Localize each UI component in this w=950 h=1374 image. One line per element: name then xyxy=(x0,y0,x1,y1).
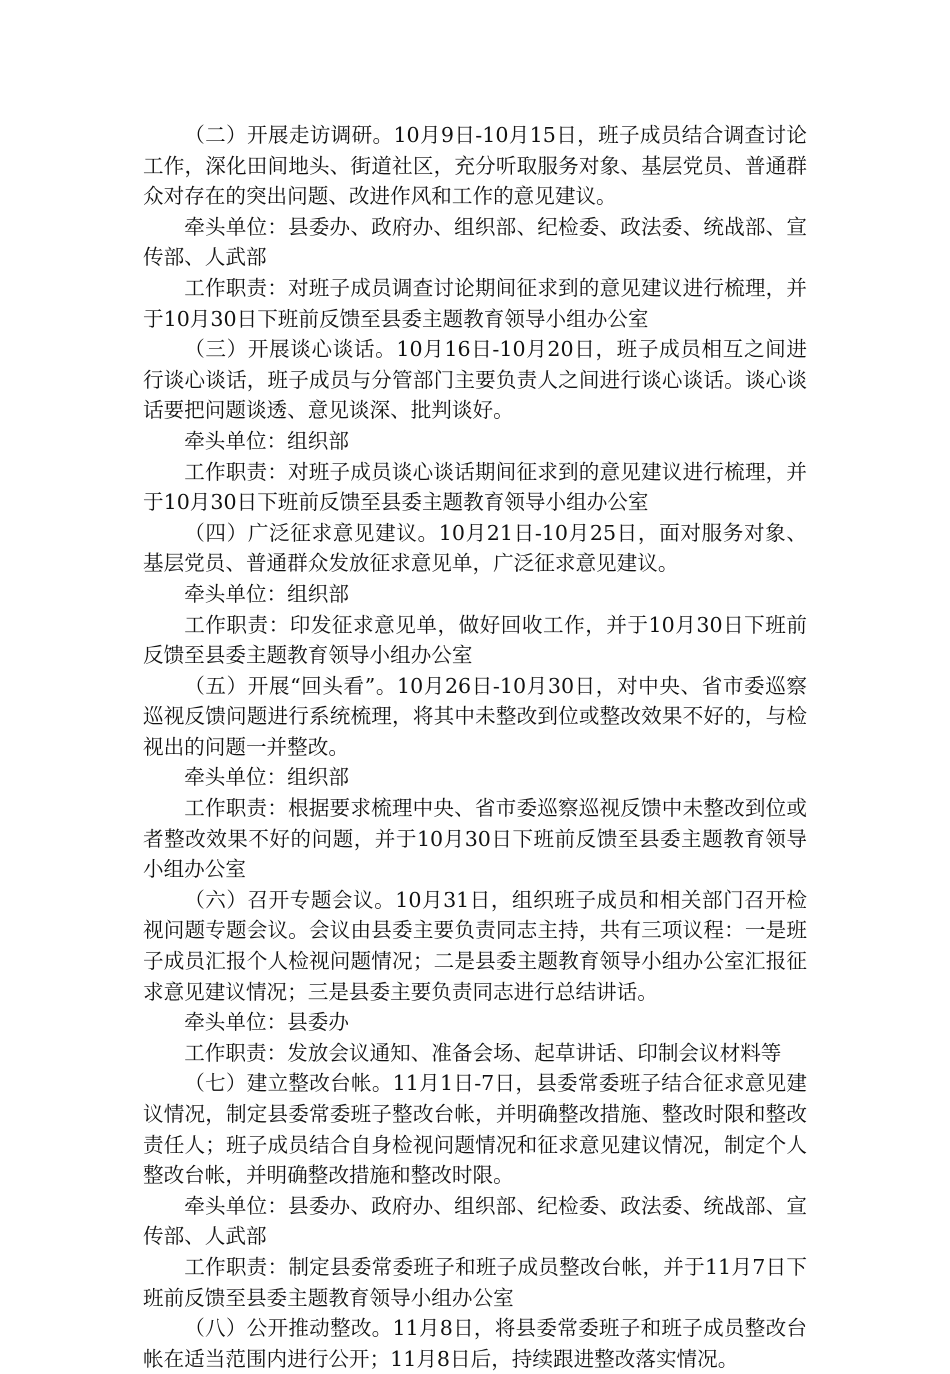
section-3-lead-units: 牵头单位：组织部 xyxy=(184,428,349,453)
section-4-duties: 工作职责：印发征求意见单，做好回收工作，并于10月30日下班前反馈至县委主题教育领导小组办公室 xyxy=(143,612,807,668)
section-7-lead-units: 牵头单位：县委办、政府办、组织部、纪检委、政法委、统战部、宣传部、人武部 xyxy=(143,1193,807,1249)
document-body xyxy=(143,120,807,1374)
section-4-lead-units: 牵头单位：组织部 xyxy=(184,581,349,606)
section-2-duties: 工作职责：对班子成员调查讨论期间征求到的意见建议进行梳理，并于10月30日下班前反馈至县委主题教育领导小组办公室 xyxy=(143,275,807,331)
section-3-duties: 工作职责：对班子成员谈心谈话期间征求到的意见建议进行梳理，并于10月30日下班前反馈至县委主题教育领导小组办公室 xyxy=(143,459,807,515)
section-7-duties: 工作职责：制定县委常委班子和班子成员整改台帐，并于11月7日下班前反馈至县委主题教育领导小组办公室 xyxy=(143,1254,807,1310)
section-6-lead-units: 牵头单位：县委办 xyxy=(184,1010,349,1035)
section-4-heading-paragraph: （四）广泛征求意见建议。10月21日-10月25日，面对服务对象、基层党员、普通群众发放征求意见单，广泛征求意见建议。 xyxy=(143,520,807,576)
section-5-heading-paragraph: （五）开展“回头看”。10月26日-10月30日，对中央、省市委巡察巡视反馈问题进行系统梳理，将其中未整改到位或整改效果不好的，与检视出的问题一并整改。 xyxy=(143,673,807,759)
section-3-heading-paragraph: （三）开展谈心谈话。10月16日-10月20日，班子成员相互之间进行谈心谈话，班子成员与分管部门主要负责人之间进行谈心谈话。谈心谈话要把问题谈透、意见谈深、批判谈好。 xyxy=(143,337,807,423)
section-5-duties: 工作职责：根据要求梳理中央、省市委巡察巡视反馈中未整改到位或者整改效果不好的问题，并于10月30日下班前反馈至县委主题教育领导小组办公室 xyxy=(143,796,807,882)
section-5-lead-units: 牵头单位：组织部 xyxy=(184,765,349,790)
section-7-heading-paragraph: （七）建立整改台帐。11月1日-7日，县委常委班子结合征求意见建议情况，制定县委常委班子整改台帐，并明确整改措施、整改时限和整改责任人；班子成员结合自身检视问题情况和征求意见建议情况，制定个人整改台帐，并明确整改措施和整改时限。 xyxy=(143,1071,807,1188)
section-8-heading-paragraph: （八）公开推动整改。11月8日，将县委常委班子和班子成员整改台帐在适当范围内进行公开；11月8日后，持续跟进整改落实情况。 xyxy=(143,1316,807,1371)
section-2-lead-units: 牵头单位：县委办、政府办、组织部、纪检委、政法委、统战部、宣传部、人武部 xyxy=(143,214,807,270)
section-6-heading-paragraph: （六）召开专题会议。10月31日，组织班子成员和相关部门召开检视问题专题会议。会议由县委主要负责同志主持，共有三项议程：一是班子成员汇报个人检视问题情况；二是县委主题教育领导小组办公室汇报征求意见建议情况；三是县委主要负责同志进行总结讲话。 xyxy=(143,887,807,1004)
section-2-heading-paragraph: （二）开展走访调研。10月9日-10月15日，班子成员结合调查讨论工作，深化田间地头、街道社区，充分听取服务对象、基层党员、普通群众对存在的突出问题、改进作风和工作的意见建议。 xyxy=(143,123,807,209)
section-6-duties: 工作职责：发放会议通知、准备会场、起草讲话、印制会议材料等 xyxy=(184,1040,782,1065)
